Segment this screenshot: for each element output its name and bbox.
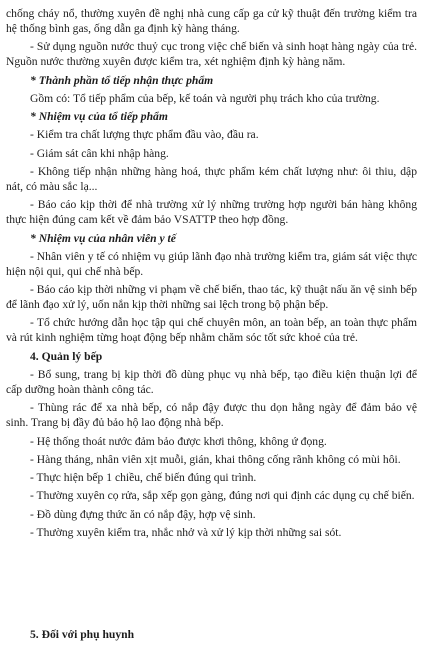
paragraph: chống cháy nổ, thường xuyên đề nghị nhà cung cấp ga cử kỹ thuật đến trường kiểm tra hệ thống bình gas, ống dẫn ga định kỳ hàng tháng.: [6, 7, 417, 36]
paragraph: - Sử dụng nguồn nước thuỷ cục trong việc chế biến và sinh hoạt hàng ngày của trẻ. Nguồn nước thường xuyên được kiểm tra, xét nghiệm định kỳ hàng năm.: [6, 40, 417, 69]
list-item: - Đồ dùng đựng thức ăn có nắp đậy, hợp vệ sinh.: [30, 507, 256, 521]
list-item: - Tổ chức hướng dẫn học tập qui chế chuyên môn, an toàn bếp, an toàn thực phẩm và rút kinh nghiệm từng hoạt động bếp nhằm chăm sóc tốt sức khoẻ của trẻ.: [6, 316, 417, 345]
list-item: - Thường xuyên cọ rửa, sắp xếp gọn gàng, đúng nơi qui định các dụng cụ chế biến.: [30, 489, 415, 503]
section-heading: * Nhiệm vụ của nhân viên y tế: [30, 231, 176, 245]
list-item: - Báo cáo kịp thời những vi phạm về chế biến, thao tác, kỹ thuật nấu ăn vệ sinh bếp để lãnh đạo xử lý, uốn nắn kịp thời những sai lệch trong bộ phận bếp.: [6, 283, 417, 312]
list-item: - Hàng tháng, nhân viên xịt muỗi, gián, khai thông cống rãnh không có mùi hôi.: [30, 452, 401, 466]
list-item: - Thùng rác để xa nhà bếp, có nắp đậy được thu dọn hằng ngày để đảm bảo vệ sinh. Trang bị đầy đủ bảo hộ lao động nhà bếp.: [6, 401, 417, 430]
section-heading: * Nhiệm vụ của tổ tiếp phẩm: [30, 110, 168, 124]
list-item: - Kiểm tra chất lượng thực phẩm đầu vào, đầu ra.: [30, 128, 259, 142]
list-item: - Giám sát cân khi nhập hàng.: [30, 146, 169, 160]
list-item: - Không tiếp nhận những hàng hoá, thực phẩm kém chất lượng như: ôi thiu, dập nát, có màu sắc lạ...: [6, 164, 417, 193]
list-item: - Bổ sung, trang bị kịp thời đồ dùng phục vụ nhà bếp, tạo điều kiện thuận lợi để cấp dưỡng hoàn thành công tác.: [6, 367, 417, 396]
list-item: - Nhân viên y tế có nhiệm vụ giúp lãnh đạo nhà trường kiểm tra, giám sát việc thực hiện nội qui, qui chế nhà bếp.: [6, 249, 417, 278]
list-item: - Thực hiện bếp 1 chiều, chế biến đúng qui trình.: [30, 471, 257, 485]
section-heading: 5. Đối với phụ huynh: [30, 628, 135, 641]
paragraph: Gồm có: Tổ tiếp phẩm của bếp, kế toán và người phụ trách kho của trường.: [30, 91, 380, 105]
list-item: - Thường xuyên kiểm tra, nhắc nhở và xử lý kịp thời những sai sót.: [30, 525, 342, 539]
section-heading: * Thành phần tổ tiếp nhận thực phẩm: [30, 73, 214, 87]
section-heading: 4. Quản lý bếp: [30, 349, 103, 363]
list-item: - Báo cáo kịp thời để nhà trường xử lý những trường hợp người bán hàng không thực hiện đúng cam kết về đảm bảo VSATTP theo hợp đồng.: [6, 198, 417, 227]
list-item: - Hệ thống thoát nước đảm bảo được khơi thông, không ứ đọng.: [30, 434, 327, 448]
